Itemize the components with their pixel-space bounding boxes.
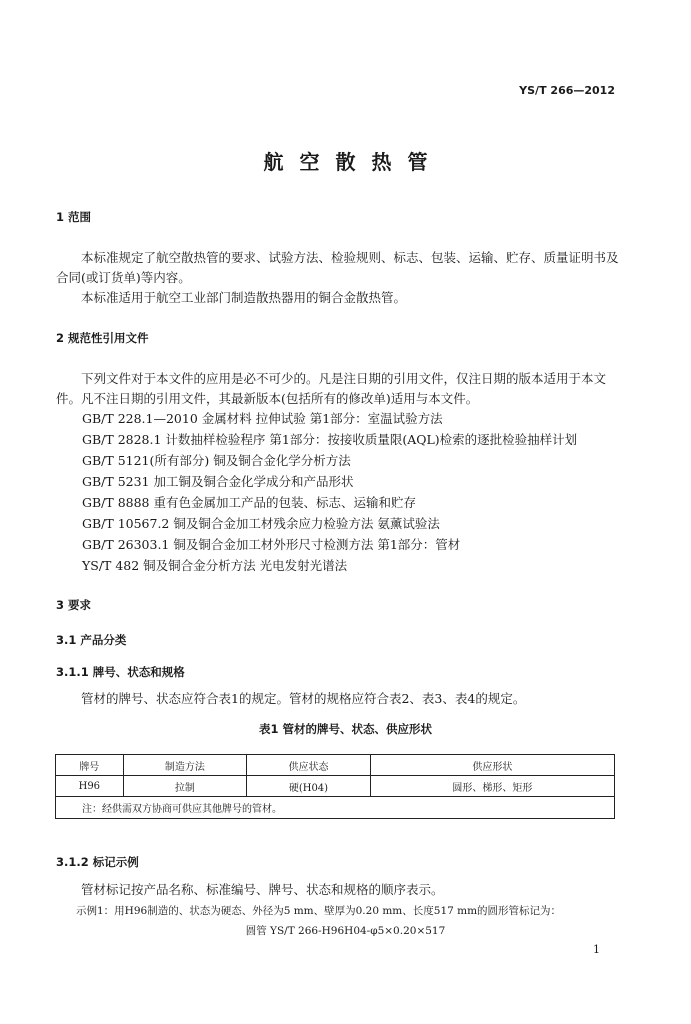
reference-item: GB/T 5121(所有部分) 铜及铜合金化学分析方法: [82, 453, 351, 468]
reference-item: GB/T 2828.1 计数抽样检验程序 第1部分：按接收质量限(AQL)检索的逐批检验抽样计划: [82, 432, 578, 447]
example-text: 示例1：用H96制造的、状态为硬态、外径为5 mm、壁厚为0.20 mm、长度517 mm的圆形管标记为：: [76, 905, 562, 917]
section-1-heading: 1 范围: [56, 210, 92, 224]
table-1: [55, 754, 615, 819]
section-3-1-2-heading: 3.1.2 标记示例: [56, 855, 139, 869]
reference-item: GB/T 228.1—2010 金属材料 拉伸试验 第1部分：室温试验方法: [82, 411, 443, 426]
table-cell: 圆形、梯形、矩形: [370, 776, 614, 797]
table-header-cell: 供应形状: [370, 755, 614, 776]
marking-example: 圆管 YS/T 266-H96H04-φ5×0.20×517: [245, 925, 446, 937]
reference-item: YS/T 482 铜及铜合金分析方法 光电发射光谱法: [82, 558, 348, 573]
reference-item: GB/T 5231 加工铜及铜合金化学成分和产品形状: [82, 474, 354, 489]
reference-item: GB/T 10567.2 铜及铜合金加工材残余应力检验方法 氨薰试验法: [82, 516, 440, 531]
table-cell: 拉制: [123, 776, 247, 797]
section-2-heading: 2 规范性引用文件: [56, 331, 149, 345]
table-1-caption: 表1 管材的牌号、状态、供应形状: [258, 722, 432, 736]
references-paragraph: 下列文件对于本文件的应用是必不可少的。凡是注日期的引用文件，仅注日期的版本适用于本文件。凡不注日期的引用文件，其最新版本(包括所有的修改单)适用与本文件。: [56, 371, 607, 406]
table-note-row: [56, 797, 615, 819]
section-3-1-1-heading: 3.1.1 牌号、状态和规格: [56, 665, 185, 679]
section-3-heading: 3 要求: [56, 598, 92, 612]
scope-paragraph-1: 本标准规定了航空散热管的要求、试验方法、检验规则、标志、包装、运输、贮存、质量证明书及合同(或订货单)等内容。: [56, 250, 619, 285]
reference-item: GB/T 8888 重有色金属加工产品的包装、标志、运输和贮存: [82, 495, 416, 510]
marking-paragraph: 管材标记按产品名称、标准编号、牌号、状态和规格的顺序表示。: [81, 882, 444, 897]
table-header-cell: 供应状态: [247, 755, 371, 776]
table-row: [56, 776, 615, 797]
table-cell: H96: [56, 776, 124, 797]
table-header-cell: 制造方法: [123, 755, 247, 776]
table-note: 注：经供需双方协商可供应其他牌号的管材。: [56, 797, 615, 819]
reference-item: GB/T 26303.1 铜及铜合金加工材外形尺寸检测方法 第1部分：管材: [82, 537, 461, 552]
scope-paragraph-2: 本标准适用于航空工业部门制造散热器用的铜合金散热管。: [81, 290, 407, 305]
document-title: 航空散热管: [263, 150, 444, 174]
grade-state-paragraph: 管材的牌号、状态应符合表1的规定。管材的规格应符合表2、表3、表4的规定。: [81, 691, 526, 706]
table-header-row: [56, 755, 615, 776]
table-header-cell: 牌号: [56, 755, 124, 776]
section-3-1-heading: 3.1 产品分类: [56, 633, 127, 647]
standard-code: YS/T 266—2012: [519, 84, 615, 97]
table-cell: 硬(H04): [247, 776, 371, 797]
page-number: 1: [593, 943, 600, 956]
